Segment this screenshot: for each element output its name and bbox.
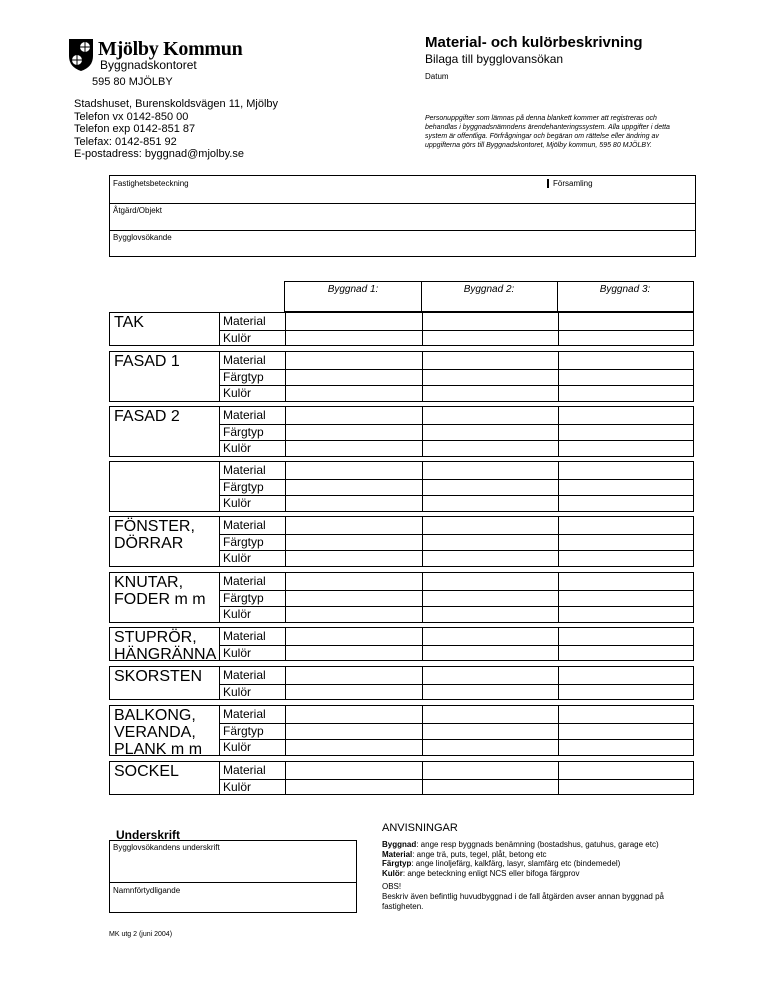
group-label: BALKONG, VERANDA, PLANK m m — [114, 707, 203, 758]
input-cell-byggnad-1[interactable] — [286, 314, 421, 329]
input-cell-byggnad-3[interactable] — [559, 724, 694, 739]
input-cell-byggnad-1[interactable] — [286, 518, 421, 533]
signature-heading: Underskrift — [116, 828, 181, 842]
material-group — [109, 406, 694, 457]
input-cell-byggnad-1[interactable] — [286, 463, 421, 478]
page-subtitle: Bilaga till bygglovansökan — [425, 52, 564, 66]
input-cell-byggnad-2[interactable] — [423, 386, 558, 401]
forsamling-label: Församling — [553, 179, 593, 188]
input-cell-byggnad-3[interactable] — [559, 740, 694, 755]
input-cell-byggnad-1[interactable] — [286, 480, 421, 495]
input-cell-byggnad-2[interactable] — [423, 780, 558, 795]
email: E-postadress: byggnad@mjolby.se — [74, 148, 244, 160]
material-group — [109, 627, 694, 661]
municipality-logo — [68, 38, 94, 72]
sub-label: Material — [223, 518, 266, 532]
input-cell-byggnad-1[interactable] — [286, 607, 421, 622]
input-cell-byggnad-2[interactable] — [423, 463, 558, 478]
privacy-note: Personuppgifter som lämnas på denna blankett kommer att registreras och behandlas i byggnadsnämndens ärendehanteringssystem. Alla uppgifter i detta system är offentliga. Förfrågningar och begäran om rättelse eller ändring av uppgifterna görs till Byggnadskontoret, Mjölby kommun, 595 80 MJÖLBY. — [425, 115, 670, 149]
input-cell-byggnad-1[interactable] — [286, 425, 421, 440]
material-group — [109, 351, 694, 402]
input-cell-byggnad-2[interactable] — [423, 551, 558, 566]
sub-label: Material — [223, 763, 266, 777]
input-cell-byggnad-3[interactable] — [559, 535, 694, 550]
input-cell-byggnad-1[interactable] — [286, 331, 421, 346]
sub-label: Kulör — [223, 441, 252, 455]
sub-label: Kulör — [223, 779, 252, 794]
signature-box — [109, 840, 357, 913]
sub-label: Kulör — [223, 496, 252, 510]
input-cell-byggnad-3[interactable] — [559, 780, 694, 795]
input-cell-byggnad-3[interactable] — [559, 707, 694, 722]
obs-text: Beskriv även befintlig huvudbyggnad i de fall åtgärden avser annan byggnad på fastigheten. — [382, 892, 664, 911]
input-cell-byggnad-1[interactable] — [286, 646, 421, 661]
sign-field[interactable] — [110, 841, 356, 882]
input-cell-byggnad-1[interactable] — [286, 763, 421, 778]
input-cell-byggnad-1[interactable] — [286, 780, 421, 795]
fastighet-field[interactable] — [110, 176, 547, 203]
input-cell-byggnad-2[interactable] — [423, 574, 558, 589]
input-cell-byggnad-3[interactable] — [559, 607, 694, 622]
input-cell-byggnad-3[interactable] — [559, 629, 694, 644]
input-cell-byggnad-3[interactable] — [559, 331, 694, 346]
sign-label: Bygglovsökandens underskrift — [113, 843, 220, 852]
input-cell-byggnad-2[interactable] — [423, 685, 558, 700]
input-cell-byggnad-1[interactable] — [286, 668, 421, 683]
input-cell-byggnad-1[interactable] — [286, 707, 421, 722]
obs-heading: OBS! — [382, 882, 402, 891]
input-cell-byggnad-3[interactable] — [559, 518, 694, 533]
input-cell-byggnad-3[interactable] — [559, 370, 694, 385]
sokande-field[interactable] — [110, 231, 694, 256]
form-version: MK utg 2 (juni 2004) — [109, 931, 173, 938]
input-cell-byggnad-3[interactable] — [559, 763, 694, 778]
input-cell-byggnad-2[interactable] — [423, 331, 558, 346]
input-cell-byggnad-3[interactable] — [559, 314, 694, 329]
input-cell-byggnad-3[interactable] — [559, 463, 694, 478]
instructions-heading: ANVISNINGAR — [382, 822, 458, 834]
sub-label: Färgtyp — [223, 723, 264, 738]
group-label: FÖNSTER, DÖRRAR — [114, 518, 195, 552]
input-cell-byggnad-1[interactable] — [286, 353, 421, 368]
input-cell-byggnad-1[interactable] — [286, 574, 421, 589]
instruction-line: Färgtyp: ange linoljefärg, kalkfärg, lasyr, slamfärg etc (bindemedel) — [382, 859, 621, 868]
input-cell-byggnad-2[interactable] — [423, 518, 558, 533]
column-byggnad-3: Byggnad 3: — [599, 284, 651, 295]
atgard-label: Åtgärd/Objekt — [113, 206, 162, 215]
atgard-field[interactable] — [110, 204, 694, 230]
input-cell-byggnad-2[interactable] — [423, 591, 558, 606]
instruction-line: Kulör: ange beteckning enligt NCS eller bifoga färgprov — [382, 868, 580, 878]
page-title: Material- och kulörbeskrivning — [425, 34, 643, 51]
sub-label: Material — [223, 408, 266, 422]
group-label: FASAD 2 — [114, 408, 180, 425]
fax: Telefax: 0142-851 92 — [74, 135, 177, 148]
input-cell-byggnad-3[interactable] — [559, 353, 694, 368]
instruction-line: Material: ange trä, puts, tegel, plåt, betong etc — [382, 849, 547, 859]
input-cell-byggnad-2[interactable] — [423, 724, 558, 739]
input-cell-byggnad-2[interactable] — [423, 441, 558, 456]
instruction-line: Byggnad: ange resp byggnads benämning (bostadshus, gatuhus, garage etc) — [382, 840, 659, 849]
input-cell-byggnad-1[interactable] — [286, 724, 421, 739]
input-cell-byggnad-1[interactable] — [286, 551, 421, 566]
material-group — [109, 461, 694, 512]
input-cell-byggnad-1[interactable] — [286, 629, 421, 644]
input-cell-byggnad-2[interactable] — [423, 707, 558, 722]
sub-label: Färgtyp — [223, 369, 264, 384]
property-box — [109, 175, 696, 257]
group-label: KNUTAR, FODER m m — [114, 574, 206, 608]
group-label: TAK — [114, 314, 144, 331]
sub-label: Kulör — [223, 551, 252, 565]
input-cell-byggnad-3[interactable] — [559, 425, 694, 440]
input-cell-byggnad-2[interactable] — [423, 740, 558, 755]
forsamling-field[interactable] — [548, 176, 694, 203]
fastighet-label: Fastighetsbeteckning — [113, 179, 189, 188]
sub-label: Material — [223, 353, 266, 367]
sub-label: Kulör — [223, 684, 252, 699]
datum-label: Datum — [425, 72, 449, 81]
sub-label: Färgtyp — [223, 479, 264, 494]
column-byggnad-2: Byggnad 2: — [463, 284, 515, 295]
input-cell-byggnad-1[interactable] — [286, 740, 421, 755]
input-cell-byggnad-1[interactable] — [286, 408, 421, 423]
material-group — [109, 666, 694, 700]
sub-label: Kulör — [223, 607, 252, 621]
address-line: Stadshuset, Burenskoldsvägen 11, Mjölby — [74, 98, 279, 110]
input-cell-byggnad-2[interactable] — [423, 353, 558, 368]
sub-label: Kulör — [223, 645, 252, 660]
input-cell-byggnad-1[interactable] — [286, 441, 421, 456]
input-cell-byggnad-2[interactable] — [423, 607, 558, 622]
input-cell-byggnad-3[interactable] — [559, 386, 694, 401]
sub-label: Kulör — [223, 740, 252, 754]
dept-name: Byggnadskontoret — [100, 58, 197, 72]
name-label: Namnförtydligande — [113, 886, 181, 895]
input-cell-byggnad-3[interactable] — [559, 574, 694, 589]
input-cell-byggnad-2[interactable] — [423, 496, 558, 511]
sub-label: Material — [223, 668, 266, 682]
sokande-label: Bygglovsökande — [113, 233, 172, 242]
sub-label: Material — [223, 314, 266, 328]
group-label: FASAD 1 — [114, 353, 180, 370]
contact-block — [74, 98, 278, 161]
sub-label: Material — [223, 574, 266, 588]
material-group — [109, 761, 694, 795]
column-byggnad-1: Byggnad 1: — [327, 284, 379, 295]
input-cell-byggnad-2[interactable] — [423, 763, 558, 778]
postal-address: 595 80 MJÖLBY — [92, 76, 173, 88]
input-cell-byggnad-1[interactable] — [286, 386, 421, 401]
input-cell-byggnad-3[interactable] — [559, 496, 694, 511]
instructions-list — [382, 840, 702, 878]
input-cell-byggnad-2[interactable] — [423, 646, 558, 661]
input-cell-byggnad-1[interactable] — [286, 685, 421, 700]
group-label: STUPRÖR, HÄNGRÄNNA — [114, 629, 217, 663]
input-cell-byggnad-2[interactable] — [423, 535, 558, 550]
input-cell-byggnad-2[interactable] — [423, 408, 558, 423]
input-cell-byggnad-3[interactable] — [559, 441, 694, 456]
input-cell-byggnad-1[interactable] — [286, 370, 421, 385]
sub-label: Färgtyp — [223, 590, 264, 605]
input-cell-byggnad-2[interactable] — [423, 370, 558, 385]
input-cell-byggnad-3[interactable] — [559, 480, 694, 495]
input-cell-byggnad-1[interactable] — [286, 535, 421, 550]
input-cell-byggnad-2[interactable] — [423, 668, 558, 683]
input-cell-byggnad-2[interactable] — [423, 480, 558, 495]
input-cell-byggnad-3[interactable] — [559, 408, 694, 423]
group-label: SOCKEL — [114, 763, 179, 780]
sub-label: Färgtyp — [223, 424, 264, 439]
material-group — [109, 312, 694, 346]
group-label: SKORSTEN — [114, 668, 203, 685]
input-cell-byggnad-3[interactable] — [559, 668, 694, 683]
sub-label: Material — [223, 629, 266, 643]
name-field[interactable] — [110, 883, 356, 912]
input-cell-byggnad-2[interactable] — [423, 425, 558, 440]
sub-label: Material — [223, 707, 266, 721]
sub-label: Kulör — [223, 330, 252, 345]
phone-vx: Telefon vx 0142-850 00 — [74, 110, 189, 123]
sub-label: Kulör — [223, 386, 252, 400]
material-group — [109, 705, 694, 756]
sub-label: Färgtyp — [223, 534, 264, 549]
org-name: Mjölby Kommun — [98, 38, 243, 60]
input-cell-byggnad-3[interactable] — [559, 685, 694, 700]
sub-label: Material — [223, 463, 266, 477]
material-group — [109, 516, 694, 567]
input-cell-byggnad-3[interactable] — [559, 551, 694, 566]
column-header — [284, 281, 694, 312]
input-cell-byggnad-2[interactable] — [423, 629, 558, 644]
input-cell-byggnad-1[interactable] — [286, 496, 421, 511]
input-cell-byggnad-1[interactable] — [286, 591, 421, 606]
material-group — [109, 572, 694, 623]
input-cell-byggnad-3[interactable] — [559, 591, 694, 606]
input-cell-byggnad-3[interactable] — [559, 646, 694, 661]
phone-exp: Telefon exp 0142-851 87 — [74, 123, 196, 135]
input-cell-byggnad-2[interactable] — [423, 314, 558, 329]
